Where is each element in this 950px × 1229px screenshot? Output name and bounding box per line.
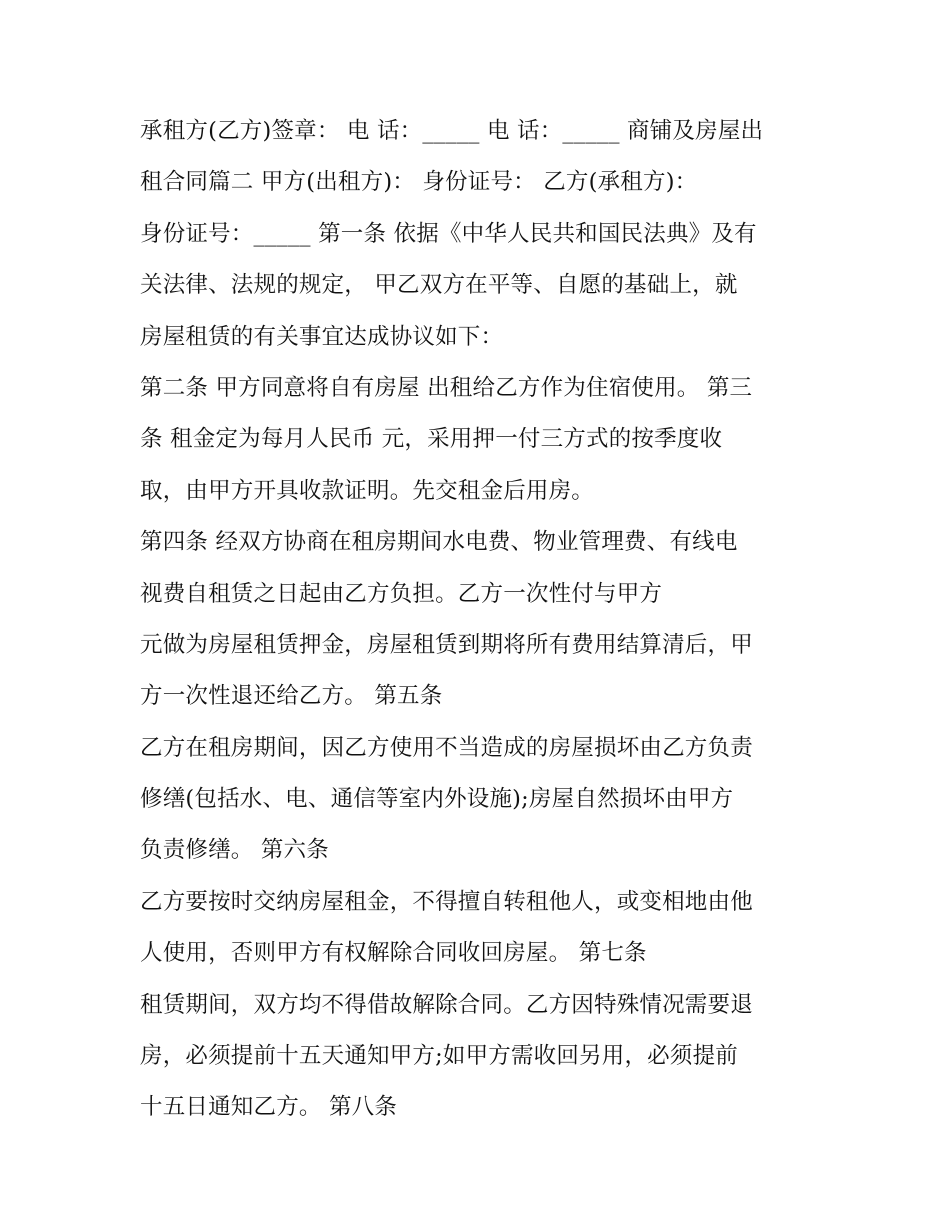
text-line: 关法律、法规的规定， 甲乙双方在平等、自愿的基础上，就 [140,272,738,299]
text-line: 乙方在租房期间，因乙方使用不当造成的房屋损坏由乙方负责 [140,734,753,761]
text-line: 乙方要按时交纳房屋租金，不得擅自转租他人，或变相地由他 [140,888,753,915]
text-line: 租赁期间，双方均不得借故解除合同。乙方因特殊情况需要退 [140,991,753,1018]
contract-text-block [140,106,820,1134]
text-line: 取，由甲方开具收款证明。先交租金后用房。 [140,477,595,504]
text-line: 条 租金定为每月人民币 元，采用押一付三方式的按季度收 [140,426,723,453]
text-line: 视费自租赁之日起由乙方负担。乙方一次性付与甲方 [140,580,663,607]
text-line: 十五日通知乙方。 第八条 [140,1094,398,1121]
text-line: 人使用，否则甲方有权解除合同收回房屋。 第七条 [140,940,647,967]
text-line: 方一次性退还给乙方。 第五条 [140,683,443,710]
text-line: 房，必须提前十五天通知甲方;如甲方需收回另用，必须提前 [140,1043,738,1070]
text-line: 元做为房屋租赁押金，房屋租赁到期将所有费用结算清后，甲 [140,631,753,658]
text-line: 第四条 经双方协商在租房期间水电费、物业管理费、有线电 [140,529,738,556]
text-line: 租合同篇二 甲方(出租方)： 身份证号： 乙方(承租方)： [140,169,698,196]
text-line: 第二条 甲方同意将自有房屋 出租给乙方作为住宿使用。 第三 [140,374,753,401]
text-line: 房屋租赁的有关事宜达成协议如下： [140,323,504,350]
text-line: 身份证号：_____ 第一条 依据《中华人民共和国民法典》及有 [140,220,757,247]
text-line: 修缮(包括水、电、通信等室内外设施);房屋自然损坏由甲方 [140,786,734,813]
text-line: 负责修缮。 第六条 [140,837,329,864]
text-line: 承租方(乙方)签章： 电 话：_____ 电 话：_____ 商铺及房屋出 [140,118,764,144]
